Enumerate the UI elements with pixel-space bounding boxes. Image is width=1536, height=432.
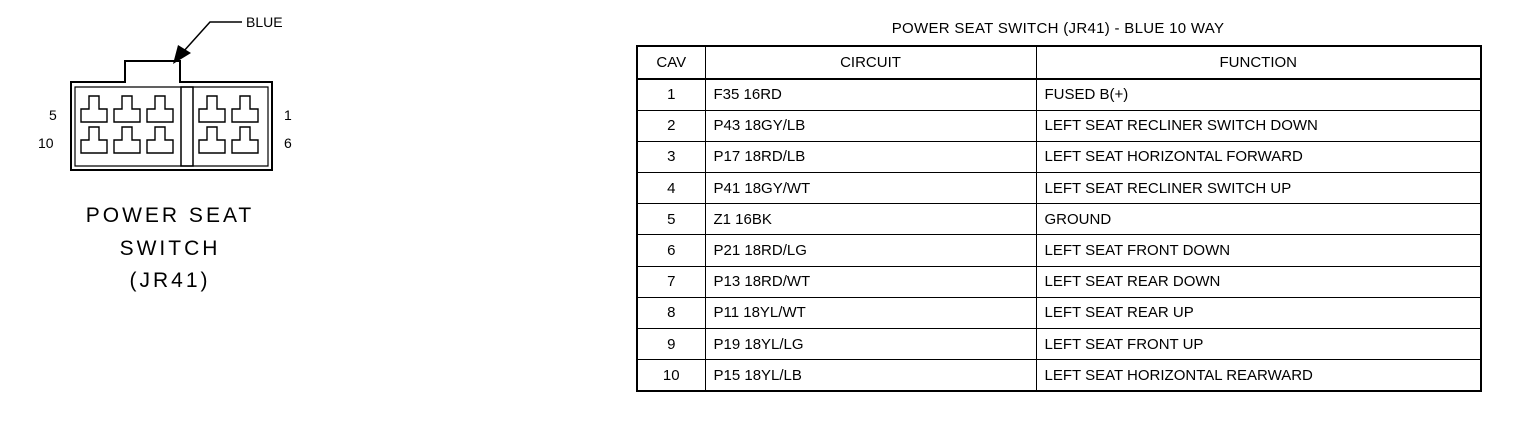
function-cell: LEFT SEAT RECLINER SWITCH DOWN (1036, 110, 1481, 141)
terminal-cavity (232, 127, 258, 153)
circuit-cell: P15 18YL/LB (705, 360, 1036, 391)
circuit-cell: P21 18RD/LG (705, 235, 1036, 266)
terminal-cavity (81, 96, 107, 122)
header-function: FUNCTION (1036, 46, 1481, 79)
connector-cavities (81, 96, 258, 153)
table-row (637, 79, 1481, 110)
table-row (637, 297, 1481, 328)
cav-cell: 5 (637, 204, 705, 235)
table-row (637, 141, 1481, 172)
circuit-cell: P19 18YL/LG (705, 329, 1036, 360)
cav-cell: 6 (637, 235, 705, 266)
table-body (637, 79, 1481, 391)
cav-cell: 1 (637, 79, 705, 110)
cav-cell: 10 (637, 360, 705, 391)
terminal-cavity (199, 127, 225, 153)
header-cav: CAV (637, 46, 705, 79)
cav-cell: 2 (637, 110, 705, 141)
pin-label-top-left: 5 (49, 107, 57, 123)
function-cell: LEFT SEAT HORIZONTAL FORWARD (1036, 141, 1481, 172)
table-row (637, 360, 1481, 391)
table-title: POWER SEAT SWITCH (JR41) - BLUE 10 WAY (891, 20, 1225, 37)
terminal-cavity (114, 96, 140, 122)
pin-label-bottom-left: 10 (38, 135, 54, 151)
connector-name-line-1: POWER SEAT (85, 204, 255, 227)
function-cell: LEFT SEAT REAR UP (1036, 297, 1481, 328)
function-cell: FUSED B(+) (1036, 79, 1481, 110)
circuit-cell: P11 18YL/WT (705, 297, 1036, 328)
cav-cell: 8 (637, 297, 705, 328)
table-row (637, 235, 1481, 266)
table-header-row (637, 46, 1481, 79)
color-leader-arrow (173, 22, 242, 64)
pin-label-bottom-right: 6 (284, 135, 292, 151)
connector-name-line-2: SWITCH (119, 237, 221, 260)
connector-name-line-3: (JR41) (129, 269, 211, 292)
pinout-table (636, 45, 1482, 392)
function-cell: GROUND (1036, 204, 1481, 235)
function-cell: LEFT SEAT FRONT UP (1036, 329, 1481, 360)
table-row (637, 266, 1481, 297)
terminal-cavity (147, 127, 173, 153)
cav-cell: 3 (637, 141, 705, 172)
cav-cell: 9 (637, 329, 705, 360)
terminal-cavity (232, 96, 258, 122)
cav-cell: 7 (637, 266, 705, 297)
circuit-cell: P43 18GY/LB (705, 110, 1036, 141)
table-row (637, 173, 1481, 204)
circuit-cell: P17 18RD/LB (705, 141, 1036, 172)
circuit-cell: P41 18GY/WT (705, 173, 1036, 204)
connector-color-label: BLUE (246, 14, 283, 30)
terminal-cavity (81, 127, 107, 153)
terminal-cavity (147, 96, 173, 122)
header-circuit: CIRCUIT (705, 46, 1036, 79)
table-row (637, 110, 1481, 141)
function-cell: LEFT SEAT FRONT DOWN (1036, 235, 1481, 266)
circuit-cell: F35 16RD (705, 79, 1036, 110)
function-cell: LEFT SEAT RECLINER SWITCH UP (1036, 173, 1481, 204)
terminal-cavity (199, 96, 225, 122)
cav-cell: 4 (637, 173, 705, 204)
terminal-cavity (114, 127, 140, 153)
circuit-cell: Z1 16BK (705, 204, 1036, 235)
function-cell: LEFT SEAT HORIZONTAL REARWARD (1036, 360, 1481, 391)
pin-label-top-right: 1 (284, 107, 292, 123)
table-row (637, 204, 1481, 235)
table-row (637, 329, 1481, 360)
circuit-cell: P13 18RD/WT (705, 266, 1036, 297)
function-cell: LEFT SEAT REAR DOWN (1036, 266, 1481, 297)
